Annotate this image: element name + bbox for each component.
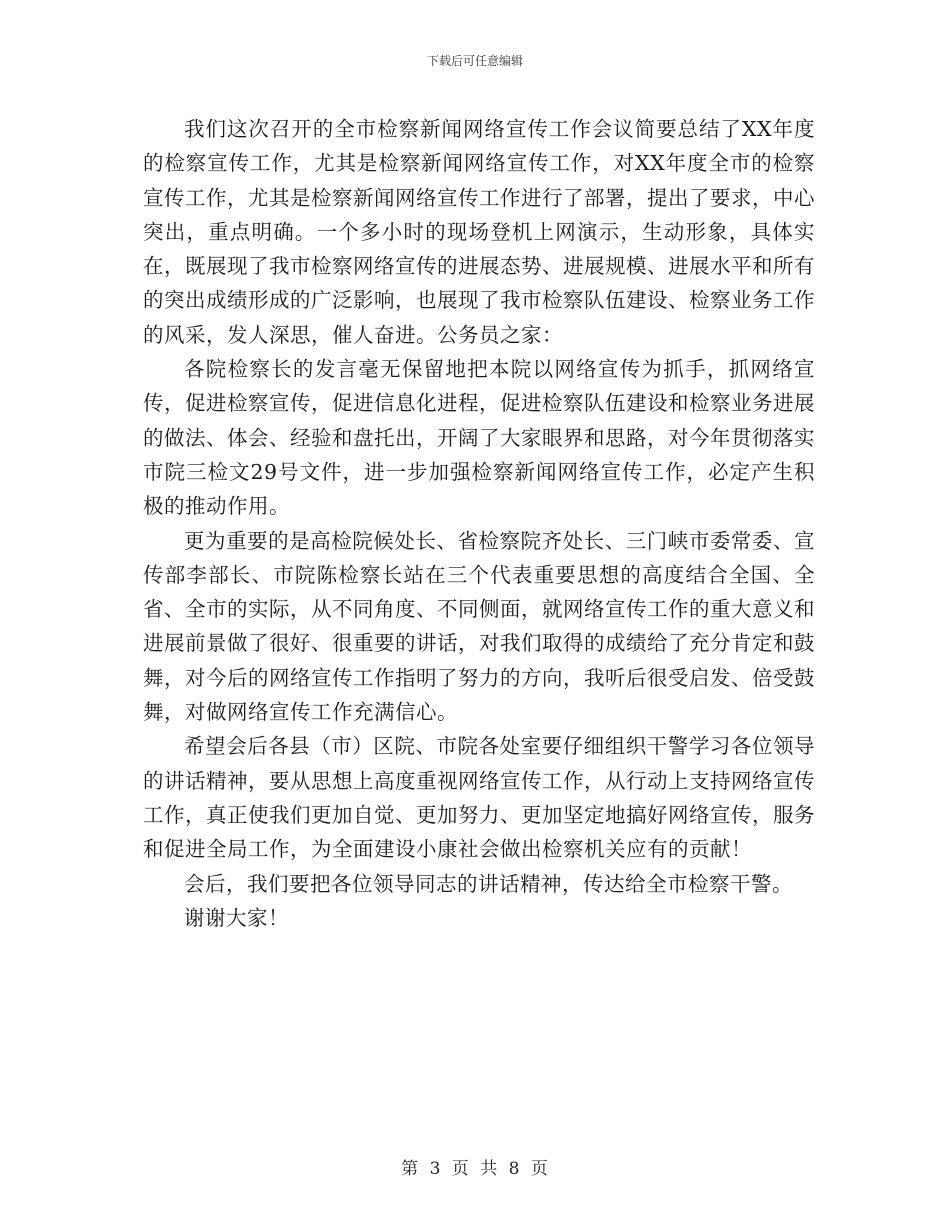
paragraph-6: 谢谢大家！ [184,905,289,930]
footer-page-unit-end: 页 [530,1159,549,1179]
total-pages-number: 8 [508,1159,521,1179]
paragraph-1: 我们这次召开的全市检察新闻网络宣传工作会议简要总结了XX年度的检察宣传工作，尤其是检察新闻网络宣传工作，对XX年度全市的检察宣传工作，尤其是检察新闻网络宣传工作进行了部署，提出了要求，中心突出，重点明确。一个多小时的现场登机上网演示，生动形象，具体实在，既展现了我市检察网络宣传的进展态势、进展规模、进展水平和所有的突出成绩形成的广泛影响，也展现了我市检察队伍建设、检察业务工作的风采，发人深思，催人奋进。公务员之家： [143,117,815,347]
current-page-number: 3 [429,1159,442,1179]
page-number-footer [0,1154,950,1179]
footer-page-unit: 页 [451,1159,470,1179]
document-body [143,112,815,935]
footer-total-label: 共 [480,1159,499,1179]
paragraph-4: 希望会后各县（市）区院、市院各处室要仔细组织干警学习各位领导的讲话精神，要从思想上高度重视网络宣传工作，从行动上支持网络宣传工作，真正使我们更加自觉、更加努力、更加坚定地搞好网络宣传，服务和促进全局工作，为全面建设小康社会做出检察机关应有的贡献！ [143,734,815,862]
paragraph-3: 更为重要的是高检院候处长、省检察院齐处长、三门峡市委常委、宣传部李部长、市院陈检察长站在三个代表重要思想的高度结合全国、全省、全市的实际，从不同角度、不同侧面，就网络宣传工作的重大意义和进展前景做了很好、很重要的讲话，对我们取得的成绩给了充分肯定和鼓舞，对今后的网络宣传工作指明了努力的方向，我听后很受启发、倍受鼓舞，对做网络宣传工作充满信心。 [143,528,815,725]
page-header-note: 下载后可任意编辑 [426,54,523,68]
footer-prefix: 第 [401,1159,420,1179]
paragraph-2: 各院检察长的发言毫无保留地把本院以网络宣传为抓手，抓网络宣传，促进检察宣传，促进信息化进程，促进检察队伍建设和检察业务进展的做法、体会、经验和盘托出，开阔了大家眼界和思路，对今年贯彻落实市院三检文29号文件，进一步加强检察新闻网络宣传工作，必定产生积极的推动作用。 [143,357,815,519]
paragraph-5: 会后，我们要把各位领导同志的讲话精神，传达给全市检察干警。 [184,871,793,896]
